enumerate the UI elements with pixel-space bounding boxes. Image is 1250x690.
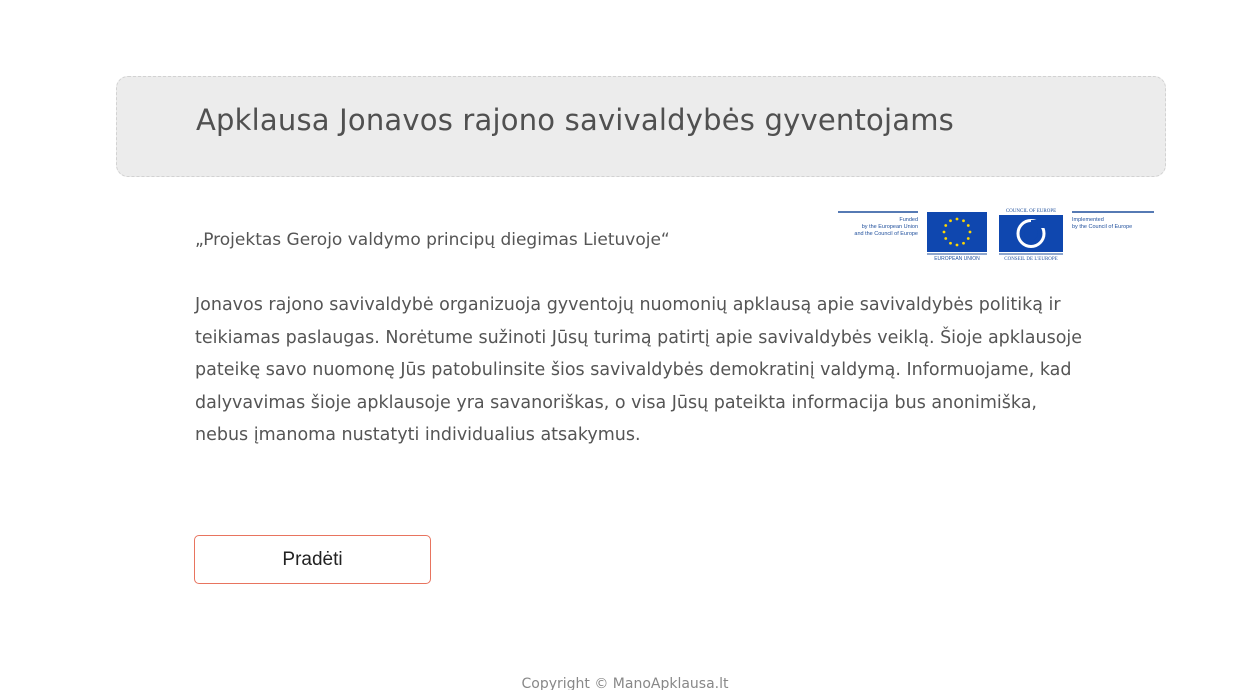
eu-star: [956, 244, 959, 247]
eu-star: [967, 224, 970, 227]
eu-star: [967, 237, 970, 240]
eu-star: [949, 242, 952, 245]
eu-star: [944, 237, 947, 240]
eu-star: [943, 231, 946, 234]
eu-star: [956, 218, 959, 221]
implemented-line-1: Implemented: [1072, 217, 1104, 223]
funded-line-1: Funded: [899, 217, 918, 223]
intro-text: Jonavos rajono savivaldybė organizuoja gyventojų nuomonių apklausą apie savivaldybės politiką ir teikiamas paslaugas. Norėtume sužinoti Jūsų turimą patirtį apie savivaldybės veiklą. Šioje apklausoje pateikę savo nuomonę Jūs patobulinsite šios savivaldybės demokratinį valdymą. Informuojame, kad dalyvavimas šioje apklausoje yra savanoriškas, o visa Jūsų pateikta informacija bus anonimiška, nebus įmanoma nustatyti individualius atsakymus.: [195, 295, 1083, 445]
funding-logos-graphic: [838, 208, 1156, 264]
council-of-europe-icon: [999, 215, 1063, 252]
page-title: Apklausa Jonavos rajono savivaldybės gyventojams: [196, 103, 954, 137]
funded-line-3: and the Council of Europe: [854, 231, 918, 237]
funded-line-2: by the European Union: [861, 224, 918, 230]
eu-star: [962, 219, 965, 222]
start-button[interactable]: Pradėti: [194, 535, 431, 584]
eu-star: [949, 219, 952, 222]
eu-star: [944, 224, 947, 227]
title-panel: [116, 76, 1166, 177]
eu-star: [969, 231, 972, 234]
eu-star: [962, 242, 965, 245]
project-subtitle: „Projektas Gerojo valdymo principų diegimas Lietuvoje“: [195, 230, 670, 250]
eu-caption: EUROPEAN UNION: [934, 256, 980, 262]
coe-caption: CONSEIL DE L'EUROPE: [1004, 257, 1058, 262]
funding-logos: [838, 208, 1156, 264]
coe-header: COUNCIL OF EUROPE: [1005, 209, 1057, 214]
footer-copyright: Copyright © ManoApklausa.lt: [521, 676, 729, 690]
eu-flag-icon: [927, 212, 987, 252]
implemented-line-2: by the Council of Europe: [1072, 224, 1133, 230]
